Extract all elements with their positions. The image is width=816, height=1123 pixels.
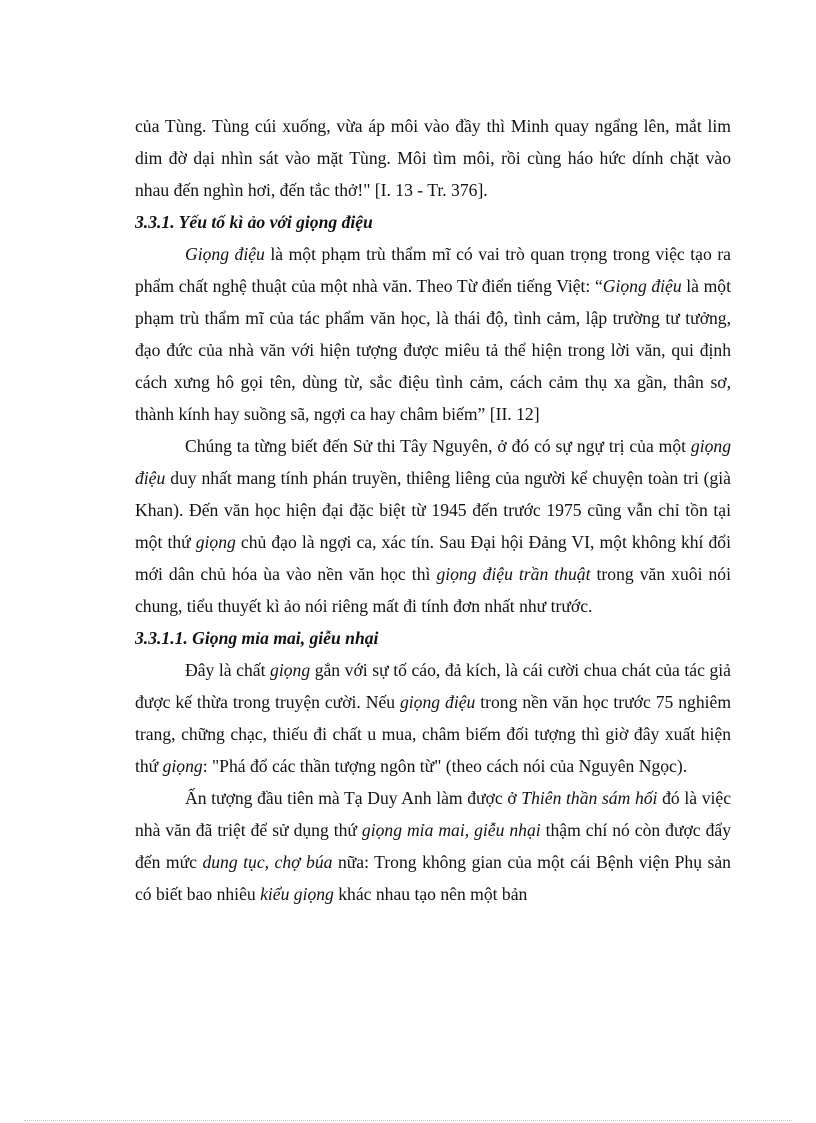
paragraph-text: Chúng ta từng biết đến Sử thi Tây Nguyên, ở đó có sự ngự trị của một (185, 436, 691, 456)
paragraph-text: gắn với sự tố cáo, đả kích, là cái cười chua chát của tác giả được kế thừa trong truyện cười. Nếu (135, 660, 731, 712)
italic-term: giọng điệu (135, 436, 731, 488)
italic-term: dung tục, chợ búa (202, 852, 333, 872)
paragraph-text: là một phạm trù thẩm mĩ của tác phẩm văn học, là thái độ, tình cảm, lập trường tư tưởng, đạo đức của nhà văn với hiện tượng được miêu tả thể hiện trong lời văn, qui định cách xưng hô gọi tên, dùng từ, sắc điệu tình cảm, cách cảm thụ xa gần, thân sơ, thành kính hay suồng sã, ngợi ca hay châm biếm” [II. 12] (135, 276, 731, 424)
italic-term: giọng mỉa mai, giễu nhại (361, 820, 541, 840)
paragraph-text: trong nền văn học trước 75 nghiêm trang, chững chạc, thiếu đi chất u mua, châm biếm đối tượng thì giờ đây xuất hiện thứ (135, 692, 732, 776)
italic-term: giọng điệu trần thuật (436, 564, 591, 584)
paragraph-giong-dieu-definition (135, 238, 731, 430)
page-bottom-divider (24, 1120, 792, 1121)
paragraph-text: khác nhau tạo nên một bản (333, 884, 528, 904)
italic-term: kiểu giọng (260, 884, 334, 904)
italic-term: giọng (195, 532, 236, 552)
paragraph-su-thi (135, 430, 731, 622)
paragraph-text: duy nhất mang tính phán truyền, thiêng liêng của người kể chuyện toàn tri (già Khan). Đến văn học hiện đại đặc biệt từ 1945 đến trước 1975 cũng vẫn chỉ tồn tại một thứ (135, 468, 731, 552)
paragraph-continued-quote: của Tùng. Tùng cúi xuống, vừa áp môi vào đầy thì Minh quay ngẩng lên, mắt lim dim đờ dại nhìn sát vào mặt Tùng. Môi tìm môi, rồi cùng háo hức dính chặt vào nhau đến nghìn hơi, đến tắc thở!" [I. 13 - Tr. 376]. (135, 116, 731, 200)
paragraph-text: nữa: Trong không gian của một cái Bệnh viện Phụ sản có biết bao nhiêu (135, 852, 731, 904)
section-heading-3-3-1: 3.3.1. Yếu tố kì ảo với giọng điệu (135, 212, 373, 232)
paragraph-text: chủ đạo là ngợi ca, xác tín. Sau Đại hội Đảng VI, một không khí đổi mới dân chủ hóa ùa vào nền văn học thì (135, 532, 731, 584)
term-giong-dieu: Giọng điệu (185, 244, 265, 264)
paragraph-text: Ấn tượng đầu tiên mà Tạ Duy Anh làm được ở (185, 788, 522, 808)
paragraph-text: Đây là chất (185, 660, 271, 680)
paragraph-text: trong văn xuôi nói chung, tiểu thuyết kì ảo nói riêng mất đi tính đơn nhất như trước. (135, 564, 731, 616)
term-giong-dieu: Giọng điệu (602, 276, 682, 296)
paragraph-text: là một phạm trù thẩm mĩ có vai trò quan trọng trong việc tạo ra phẩm chất nghệ thuật của một nhà văn. Theo Từ điển tiếng Việt: “ (135, 244, 731, 296)
section-heading-3-3-1-1: 3.3.1.1. Giọng mỉa mai, giễu nhại (135, 628, 379, 648)
italic-title: Thiên thần sám hối (521, 788, 658, 808)
paragraph-an-tuong (135, 782, 731, 910)
paragraph-chat-giong (135, 654, 731, 782)
paragraph-text: : "Phá đổ các thần tượng ngôn từ" (theo cách nói của Nguyên Ngọc). (202, 756, 688, 776)
paragraph-text: đó là việc nhà văn đã triệt để sử dụng thứ (135, 788, 732, 840)
italic-term: giọng (162, 756, 203, 776)
italic-term: giọng điệu (400, 692, 476, 712)
italic-term: giọng (270, 660, 311, 680)
paragraph-text: thậm chí nó còn được đẩy đến mức (135, 820, 731, 872)
document-page (135, 110, 731, 910)
